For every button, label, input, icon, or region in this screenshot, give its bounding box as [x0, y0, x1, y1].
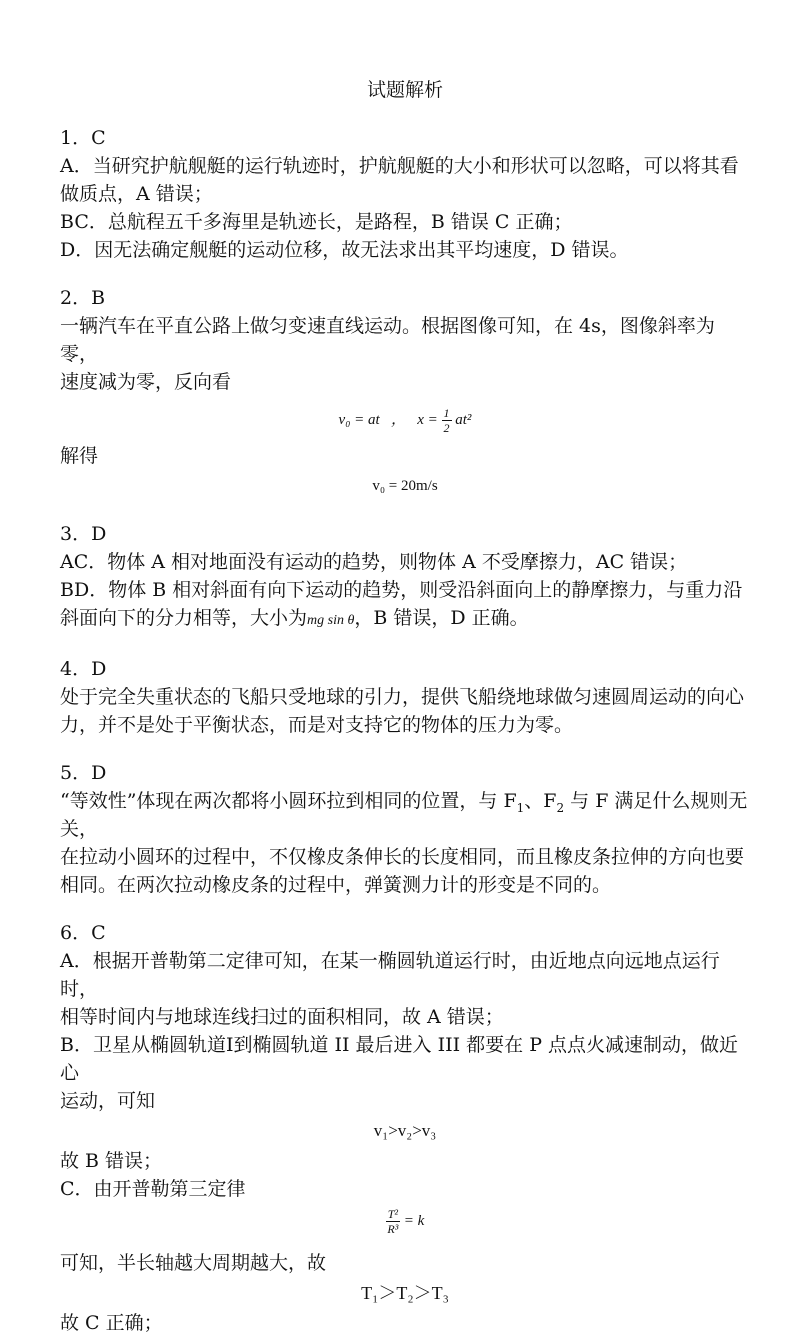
- answer-1: [60, 124, 750, 264]
- answer-1-number: 1．C: [60, 127, 106, 149]
- answer-5: [60, 759, 750, 899]
- answer-2-line-2: 速度减为零，反向看: [60, 371, 232, 393]
- equation-period-order: T₁＞T₂＞T₃: [361, 1283, 449, 1303]
- answer-6-line-6: C．由开普勒第三定律: [60, 1178, 246, 1200]
- answer-3-line-3: 斜面向下的分力相等，大小为mg sin θ，B 错误，D 正确。: [60, 607, 529, 629]
- equation-kepler-rhs: = k: [403, 1213, 425, 1229]
- answer-1-line-2: 做质点，A 错误；: [60, 183, 213, 205]
- answer-5-line-1: “等效性”体现在两次都将小圆环拉到相同的位置，与 $F_1$、$F_2$ 与 F 满足什么规则无关，: [60, 790, 748, 840]
- answer-1-line-3: BC．总航程五千多海里是轨迹长，是路程，B 错误 C 正确；: [60, 211, 573, 233]
- fraction-numerator: 1: [443, 406, 450, 421]
- equation-speed-order: v₁>v₂>v₃: [373, 1121, 437, 1140]
- answer-5-line-3: 相同。在两次拉动橡皮条的过程中，弹簧测力计的形变是不同的。: [60, 874, 612, 896]
- equation-v0-at: v₀ = at: [338, 412, 380, 428]
- answer-2-line-3: 解得: [60, 445, 99, 467]
- page-title: 试题解析: [366, 79, 443, 101]
- answer-2: [60, 284, 750, 500]
- answer-4: [60, 655, 750, 739]
- equation-kepler-fraction: [386, 1207, 400, 1236]
- answer-6-number: 6．C: [60, 922, 106, 944]
- answer-2-number: 2．B: [60, 287, 106, 309]
- answer-4-number: 4．D: [60, 658, 107, 680]
- answer-6-line-3: B．卫星从椭圆轨道I到椭圆轨道 II 最后进入 III 都要在 P 点点火减速制动，做近心: [60, 1034, 739, 1084]
- formula-mg-sin-theta: mg sin θ: [307, 613, 355, 628]
- answer-3-number: 3．D: [60, 523, 107, 545]
- equation-separator: ，: [390, 412, 406, 428]
- answer-6-line-1: A．根据开普勒第二定律可知，在某一椭圆轨道运行时，由近地点向远地点运行时，: [60, 950, 720, 1000]
- answer-1-line-1: A．当研究护航舰艇的运行轨迹时，护航舰艇的大小和形状可以忽略，可以将其看: [60, 155, 739, 177]
- answer-5-number: 5．D: [60, 762, 107, 784]
- answer-6-line-7: 可知，半长轴越大周期越大，故: [60, 1252, 327, 1274]
- fraction-denominator: 2: [443, 421, 450, 436]
- answer-5-line-2: 在拉动小圆环的过程中，不仅橡皮条伸长的长度相同，而且橡皮条拉伸的方向也要: [60, 846, 745, 868]
- equation-x-lhs: x =: [417, 412, 438, 428]
- answer-3-line-1: AC．物体 A 相对地面没有运动的趋势，则物体 A 不受摩擦力，AC 错误；: [60, 551, 688, 573]
- equation-v0-result: v₀ = 20m/s: [372, 478, 438, 494]
- answer-4-line-2: 力，并不是处于平衡状态，而是对支持它的物体的压力为零。: [60, 714, 574, 736]
- equation-half-fraction: [442, 406, 452, 435]
- answer-sheet: [60, 76, 750, 1337]
- fraction-numerator: T²: [387, 1207, 398, 1222]
- answer-3-line-2: BD．物体 B 相对斜面有向下运动的趋势，则受沿斜面向上的静摩擦力，与重力沿: [60, 579, 743, 601]
- answer-6: [60, 919, 750, 1337]
- answer-4-line-1: 处于完全失重状态的飞船只受地球的引力，提供飞船绕地球做匀速圆周运动的向心: [60, 686, 745, 708]
- answer-6-line-4: 运动，可知: [60, 1090, 156, 1112]
- equation-at-squared: at²: [455, 412, 472, 428]
- fraction-denominator: R³: [387, 1222, 399, 1237]
- answer-6-line-5: 故 B 错误；: [60, 1150, 163, 1172]
- answer-1-line-4: D．因无法确定舰艇的运动位移，故无法求出其平均速度，D 错误。: [60, 239, 629, 261]
- equation-kepler-third-law: [60, 1207, 750, 1247]
- equation-velocity-displacement: [60, 402, 750, 438]
- answer-2-line-1: 一辆汽车在平直公路上做匀变速直线运动。根据图像可知，在 4s，图像斜率为零，: [60, 315, 715, 365]
- answer-6-line-8: 故 C 正确；: [60, 1312, 163, 1334]
- answer-3: [60, 520, 750, 635]
- answer-6-line-2: 相等时间内与地球连线扫过的面积相同，故 A 错误；: [60, 1006, 504, 1028]
